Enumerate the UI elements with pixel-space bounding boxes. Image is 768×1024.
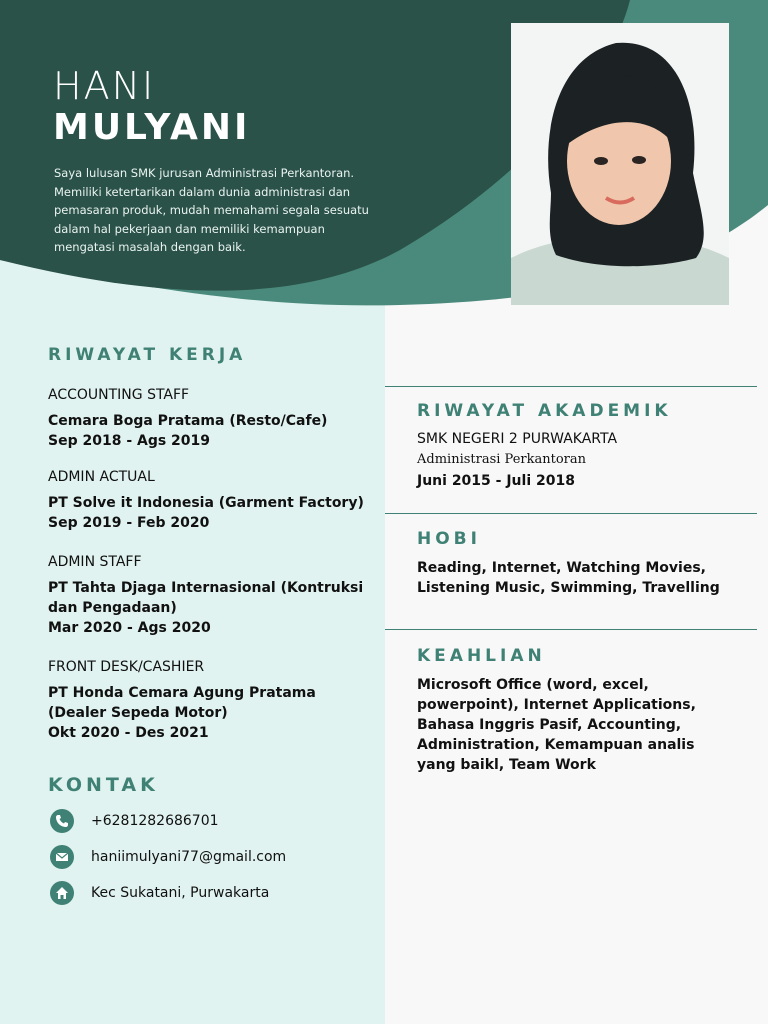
job-company: PT Honda Cemara Agung Pratama (Dealer Sepeda Motor) [48,685,316,721]
education-entry [417,429,737,491]
job-role: FRONT DESK/CASHIER [48,659,205,675]
divider [385,386,757,387]
divider [385,629,757,630]
profile-photo [511,23,729,305]
education-period: Juni 2015 - Juli 2018 [417,473,575,489]
job-role: ADMIN ACTUAL [48,469,155,485]
hobbies-text: Reading, Internet, Watching Movies, Listening Music, Swimming, Travelling [417,560,720,596]
job-company: Cemara Boga Pratama (Resto/Cafe) [48,413,328,429]
job-entry [48,657,368,743]
contact-phone [50,808,219,834]
job-company: PT Tahta Djaga Internasional (Kontruksi dan Pengadaan) [48,580,364,616]
email-icon [50,845,74,869]
job-period: Sep 2018 - Ags 2019 [48,433,211,449]
job-role: ADMIN STAFF [48,554,142,570]
address: Kec Sukatani, Purwakarta [91,885,270,901]
hobbies-title: HOBI [417,529,481,549]
school-name: SMK NEGERI 2 PURWAKARTA [417,431,618,447]
education-major: Administrasi Perkantoran [417,452,587,467]
job-period: Sep 2019 - Feb 2020 [48,515,210,531]
job-company: PT Solve it Indonesia (Garment Factory) [48,495,364,511]
job-period: Mar 2020 - Ags 2020 [48,620,211,636]
phone-icon [50,809,74,833]
skills-text: Microsoft Office (word, excel, powerpoint), Internet Applications, Bahasa Inggris Pasif, Accounting, Administration, Kemampuan analis yang baikl, Team Work [417,677,696,773]
job-entry [48,467,368,533]
job-period: Okt 2020 - Des 2021 [48,725,209,741]
skills-title: KEAHLIAN [417,646,546,666]
email-address: haniimulyani77@gmail.com [91,849,287,865]
work-history-title: RIWAYAT KERJA [48,345,247,365]
profile-summary: Saya lulusan SMK jurusan Administrasi Perkantoran. Memiliki ketertarikan dalam dunia administrasi dan pemasaran produk, mudah memahami segala sesuatu dalam hal pekerjaan dan memiliki kemampuan mengatasi masalah dengan baik. [54,166,369,254]
education-title: RIWAYAT AKADEMIK [417,401,672,421]
phone-number: +6281282686701 [91,813,219,829]
job-entry [48,385,368,451]
hobbies-text-block [417,558,737,598]
skills-text-block [417,675,737,775]
job-entry [48,552,368,638]
home-icon [50,881,74,905]
contact-address [50,880,269,906]
last-name: MULYANI [53,107,251,148]
job-role: ACCOUNTING STAFF [48,387,190,403]
contact-title: KONTAK [48,774,159,796]
contact-email [50,844,286,870]
divider [385,513,757,514]
first-name: HANI [53,64,156,108]
